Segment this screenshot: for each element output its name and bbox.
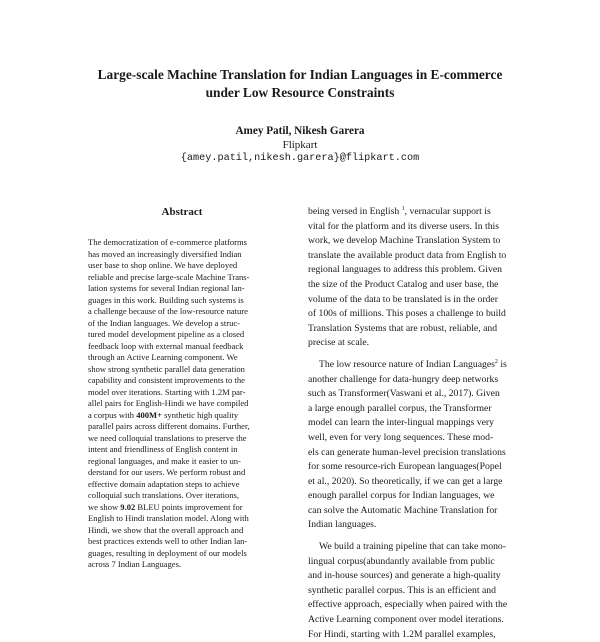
abstract-line: The democratization of e-commerce platforms bbox=[88, 237, 247, 247]
abstract-line: English to Hindi translation model. Along with bbox=[88, 513, 249, 523]
paragraph-gap bbox=[308, 533, 531, 540]
body-line: of 100s of millions. This poses a challenge to build bbox=[308, 308, 506, 320]
abstract-line: capability and consistent improvements to the bbox=[88, 375, 245, 385]
paper-title bbox=[40, 66, 560, 102]
body-line: els can generate human-level precision translations bbox=[308, 446, 506, 458]
abstract-text: BLEU points improvement for bbox=[135, 501, 243, 512]
abstract-line: best practices extends well to other Indian lan- bbox=[88, 536, 248, 546]
affiliation: Flipkart bbox=[282, 139, 318, 151]
body-line: enough parallel corpus for Indian languages, we bbox=[308, 490, 495, 502]
abstract-line: allel pairs for English-Hindi we have compiled bbox=[88, 398, 249, 408]
body-line: We build a training pipeline that can take mono- bbox=[319, 541, 506, 553]
body-line: et al., 2020). So theoretically, if we can get a large bbox=[308, 475, 503, 487]
body-line: another challenge for data-hungry deep networks bbox=[308, 373, 499, 385]
body-line: regional languages to address this problem. Given bbox=[308, 264, 502, 276]
abstract-line: we need colloquial translations to preserve the bbox=[88, 432, 247, 443]
abstract-body bbox=[88, 237, 275, 571]
body-line: such as Transformer(Vaswani et al., 2017). Given bbox=[308, 388, 500, 400]
body-text: being versed in English bbox=[308, 206, 402, 217]
abstract-line: lation systems for several Indian regional lan- bbox=[88, 283, 245, 293]
body-line: effective approach, especially when paired with the bbox=[308, 599, 508, 611]
body-line: and in-house sources) and generate a high-quality bbox=[308, 570, 501, 582]
corpus-size-highlight: 400M+ bbox=[136, 409, 162, 420]
body-line: work, we develop Machine Translation System to bbox=[308, 235, 501, 247]
abstract-line: reliable and precise large-scale Machine Trans- bbox=[88, 271, 250, 282]
abstract-text: we show bbox=[88, 501, 121, 512]
body-line: for some resource-rich European languages(Popel bbox=[308, 461, 502, 473]
body-column-right bbox=[308, 205, 531, 642]
abstract-line: through an Active Learning component. We bbox=[88, 352, 238, 362]
abstract-text: a corpus with bbox=[88, 409, 137, 420]
title-line-1: Large-scale Machine Translation for Indian Languages in E-commerce bbox=[97, 67, 503, 82]
abstract-line: Hindi, we show that the overall approach and bbox=[88, 524, 244, 535]
abstract-line: regional languages, and make it easier to un- bbox=[88, 455, 241, 466]
abstract-line: derstand for our users. We perform robust and bbox=[88, 467, 246, 477]
paragraph-gap bbox=[308, 351, 531, 358]
abstract-line: of the Indian languages. We develop a struc- bbox=[88, 317, 240, 328]
title-line-2: under Low Resource Constraints bbox=[205, 85, 395, 100]
abstract-line: feedback loop with external manual feedback bbox=[88, 340, 244, 351]
abstract-line: model over iterations. Starting with 1.2M par- bbox=[88, 386, 246, 397]
body-line: Translation Systems that are robust, reliable, and bbox=[308, 322, 498, 334]
abstract-heading: Abstract bbox=[161, 206, 203, 218]
abstract-line: user base to shop online. We have deployed bbox=[88, 260, 238, 270]
body-line bbox=[308, 358, 531, 373]
abstract-line: show strong synthetic parallel data generation bbox=[88, 363, 245, 374]
body-line: For Hindi, starting with 1.2M parallel examples, bbox=[308, 628, 496, 640]
abstract-line: parallel pairs across different domains. Further, bbox=[88, 421, 250, 431]
body-text: is bbox=[497, 358, 507, 370]
abstract-text: synthetic high quality bbox=[161, 409, 239, 420]
body-text: , vernacular support is bbox=[404, 206, 491, 217]
abstract-line: guages, resulting in deployment of our models bbox=[88, 547, 247, 558]
body-line: the size of the Product Catalog and user base, the bbox=[308, 278, 499, 290]
body-line: Indian languages. bbox=[308, 519, 377, 531]
body-line: well, even for very long sequences. These mod- bbox=[308, 431, 494, 443]
email: {amey.patil,nikesh.garera}@flipkart.com bbox=[180, 153, 420, 164]
abstract-line: effective domain adaptation steps to achieve bbox=[88, 478, 240, 489]
abstract-line: a challenge because of the low-resource nature bbox=[88, 306, 248, 316]
abstract-line: intent and friendliness of English content in bbox=[88, 444, 238, 454]
footnote-marker: 2 bbox=[494, 358, 498, 365]
authors: Amey Patil, Nikesh Garera bbox=[235, 125, 365, 137]
abstract-line-corpus bbox=[88, 410, 275, 422]
footnote-marker: 1 bbox=[401, 205, 405, 212]
abstract-line: colloquial such translations. Over iterations, bbox=[88, 490, 239, 500]
abstract-line: across 7 Indian Languages. bbox=[88, 559, 182, 569]
body-line: vital for the platform and its diverse users. In this bbox=[308, 220, 500, 232]
abstract-line-bleu bbox=[88, 502, 275, 514]
body-line: volume of the data to be translated is in the order bbox=[308, 293, 498, 305]
body-line: translate the available product data from English to bbox=[308, 249, 507, 261]
bleu-highlight: 9.02 bbox=[120, 501, 136, 512]
abstract-line: has moved an increasingly diversified Indian bbox=[88, 248, 242, 259]
body-line: model can learn the inter-lingual mappings very bbox=[308, 417, 494, 429]
body-line bbox=[308, 205, 531, 220]
body-line: lingual corpus(abundantly available from public bbox=[308, 555, 495, 567]
body-line: a large enough parallel corpus, the Transformer bbox=[308, 402, 492, 414]
body-line: precise at scale. bbox=[308, 337, 370, 349]
abstract-line: guages in this work. Building such systems is bbox=[88, 294, 244, 305]
abstract-line: tured model development pipeline as a closed bbox=[88, 329, 245, 339]
body-line: can solve the Automatic Machine Translation for bbox=[308, 504, 498, 516]
body-line: synthetic parallel corpus. This is an efficient and bbox=[308, 584, 496, 596]
body-text: The low resource nature of Indian Languages bbox=[319, 358, 495, 370]
body-line: Active Learning component over model iterations. bbox=[308, 614, 504, 626]
